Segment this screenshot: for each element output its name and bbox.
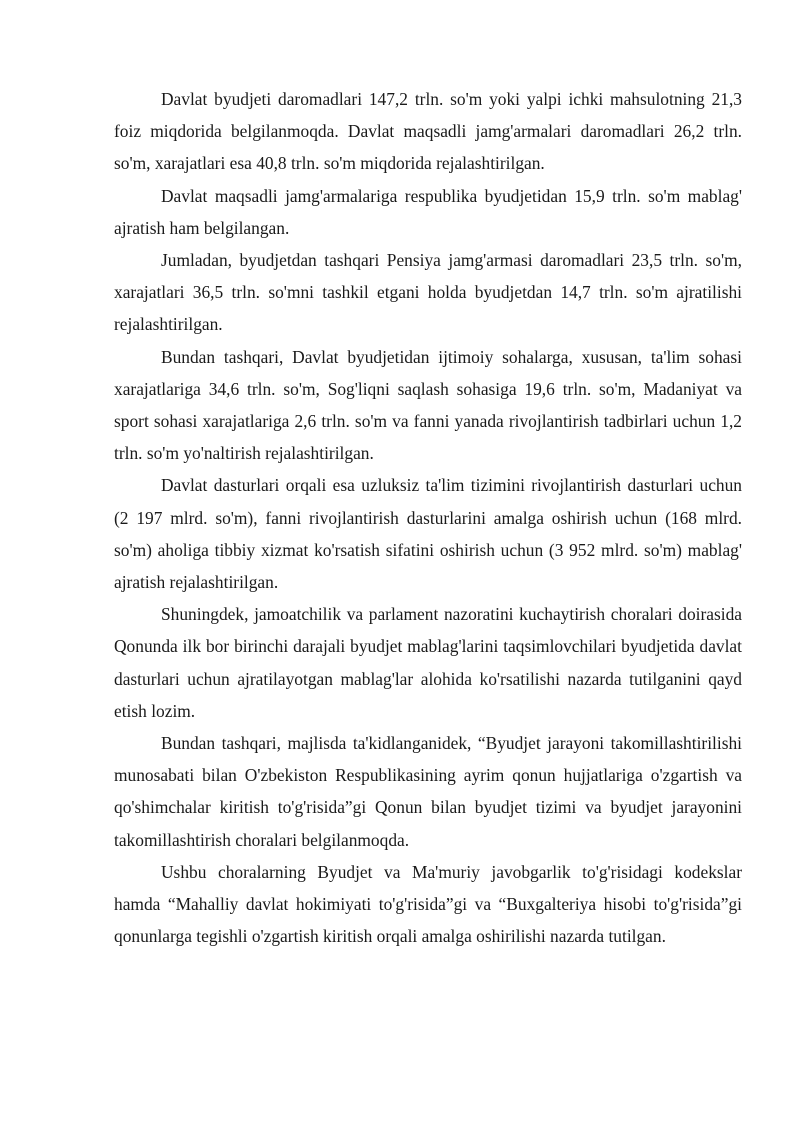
paragraph-budget-revenues: Davlat byudjeti daromadlari 147,2 trln. so'm yoki yalpi ichki mahsulotning 21,3 foiz miqdorida belgilanmoqda. Davlat maqsadli jamg'armalari daromadlari 26,2 trln. so'm, xarajatlari esa 40,8 trln. so'm miqdorida rejalashtirilgan. <box>114 89 742 174</box>
document-page <box>114 83 742 952</box>
paragraph-trust-fund-allocation: Davlat maqsadli jamg'armalariga respublika byudjetidan 15,9 trln. so'm mablag' ajratish ham belgilangan. <box>114 185 742 238</box>
paragraph-social-spending: Bundan tashqari, Davlat byudjetidan ijtimoiy sohalarga, xususan, ta'lim sohasi xarajatlariga 34,6 trln. so'm, Sog'liqni saqlash sohasiga 19,6 trln. so'm, Madaniyat va sport sohasi xarajatlariga 2,6 trln. so'm va fanni yanada rivojlantirish tadbirlari uchun 1,2 trln. so'm yo'naltirish rejalashtirilgan. <box>114 346 742 464</box>
paragraph-code-amendments: Ushbu choralarning Byudjet va Ma'muriy javobgarlik to'g'risidagi kodekslar hamda “Mahalliy davlat hokimiyati to'g'risida”gi va “Buxgalteriya hisobi to'g'risida”gi qonunlarga tegishli o'zgartish kiritish orqali amalga oshirilishi nazarda tutilgan. <box>114 861 742 947</box>
paragraph-state-programs: Davlat dasturlari orqali esa uzluksiz ta'lim tizimini rivojlantirish dasturlari uchun (2 197 mlrd. so'm), fanni rivojlantirish dasturlarini amalga oshirish uchun (168 mlrd. so'm) aholiga tibbiy xizmat ko'rsatish sifatini oshirish uchun (3 952 mlrd. so'm) mablag' ajratish rejalashtirilgan. <box>114 475 742 593</box>
paragraph-pension-fund: Jumladan, byudjetdan tashqari Pensiya jamg'armasi daromadlari 23,5 trln. so'm, xarajatlari 36,5 trln. so'mni tashkil etgani holda byudjetdan 14,7 trln. so'm ajratilishi rejalashtirilgan. <box>114 250 742 335</box>
paragraph-parliament-oversight: Shuningdek, jamoatchilik va parlament nazoratini kuchaytirish choralari doirasida Qonunda ilk bor birinchi darajali byudjet mablag'larini taqsimlovchilari byudjetida davlat dasturlari uchun ajratilayotgan mablag'lar alohida ko'rsatilishi nazarda tutilganini qayd etish lozim. <box>114 604 742 721</box>
paragraph-budget-process-law: Bundan tashqari, majlisda ta'kidlanganidek, “Byudjet jarayoni takomillashtirilishi munosabati bilan O'zbekiston Respublikasining ayrim qonun hujjatlariga o'zgartish va qo'shimchalar kiritish to'g'risida”gi Qonun bilan byudjet tizimi va byudjet jarayonini takomillashtirish choralari belgilanmoqda. <box>114 733 742 850</box>
